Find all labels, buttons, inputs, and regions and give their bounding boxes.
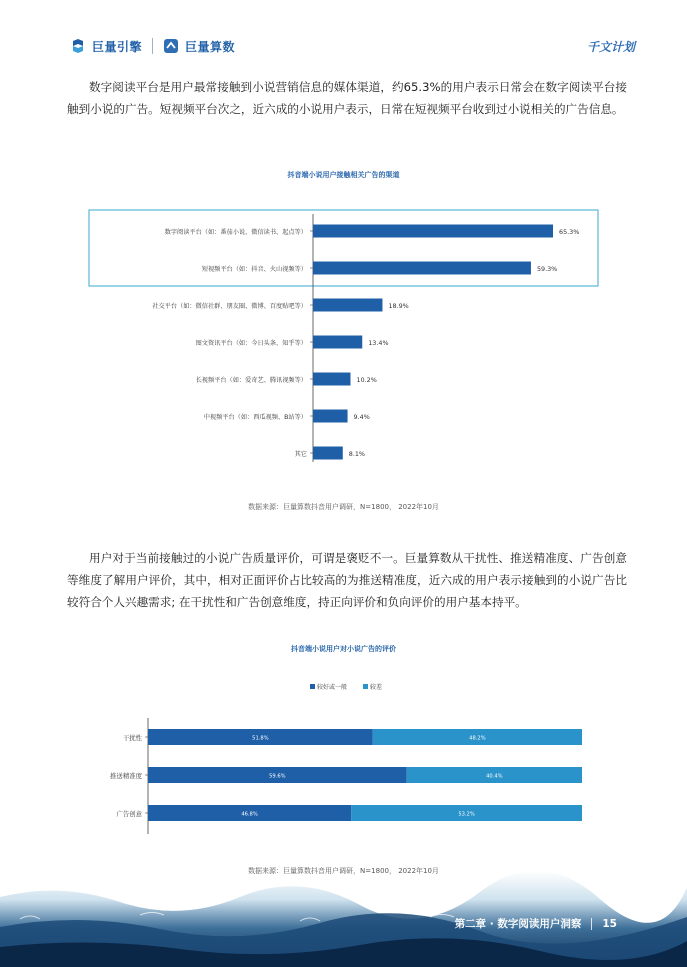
chart2-category-label: 干扰性 — [122, 734, 142, 742]
chart1-bar — [313, 262, 531, 275]
chart2-stacked-bar-chart — [0, 676, 687, 846]
logo-text-suanshu: 巨量算数 — [185, 39, 236, 54]
logo-divider — [152, 38, 153, 54]
chart2-category-label: 推送精准度 — [110, 772, 142, 780]
chart2-segment-label: 46.8% — [241, 811, 258, 818]
brand-label: 千文计划 — [586, 40, 635, 54]
chart2-legend-label: 较差 — [370, 684, 383, 691]
chart2-segment-label: 53.2% — [458, 811, 475, 818]
chart1-value-label: 8.1% — [348, 450, 366, 458]
footer-chapter-info — [455, 916, 617, 931]
chart1-value-label: 59.3% — [536, 265, 558, 273]
logo-text-engine: 巨量引擎 — [92, 39, 143, 54]
chart2-segment-label: 59.6% — [269, 773, 286, 780]
body-paragraph-1: 数字阅读平台是用户最常接触到小说营销信息的媒体渠道，约65.3%的用户表示日常会在数字阅读平台接触到小说的广告。短视频平台次之，近六成的小说用户表示，日常在短视频平台收到过小说相关的广告信息。 — [67, 80, 627, 116]
chart1-source: 数据来源：巨量算数抖音用户调研，N=1800， 2022年10月 — [248, 503, 439, 511]
ocean-wave-decoration — [0, 857, 687, 967]
chart1-value-label: 13.4% — [368, 339, 389, 347]
footer-page-number: 15 — [602, 917, 617, 930]
chart1-category-label: 图文资讯平台（如：今日头条、知乎等） — [195, 340, 307, 347]
chart2-segment-label: 51.8% — [252, 735, 269, 742]
header-logos — [70, 36, 235, 56]
juliang-suanshu-logo-icon — [163, 38, 179, 54]
chart1-bar-chart — [0, 200, 687, 510]
chart1-value-label: 65.3% — [559, 228, 580, 236]
chart1-highlight-box — [89, 210, 598, 286]
chart2-segment-label: 48.2% — [469, 735, 486, 742]
chart1-category-label: 数字阅读平台（如：番茄小说、微信读书、起点等） — [164, 229, 307, 236]
body-paragraph-2: 用户对于当前接触过的小说广告质量评价，可谓是褒贬不一。巨量算数从干扰性、推送精准度、广告创意等维度了解用户评价，其中，相对正面评价占比较高的为推送精准度，近六成的用户表示接触到的小说广告比较符合个人兴趣需求; 在干扰性和广告创意维度，持正向评价和负向评价的用户基本持平。 — [67, 551, 627, 609]
chart2-title: 抖音端小说用户对小说广告的评价 — [291, 645, 396, 653]
chart1-bar — [313, 447, 343, 460]
footer-chapter: 第二章 · 数字阅读用户洞察 — [454, 918, 582, 930]
chart1-category-label: 长视频平台（如：爱奇艺、腾讯视频等） — [195, 377, 307, 384]
chart2-legend-swatch — [363, 684, 368, 689]
chart2-legend-swatch — [310, 684, 315, 689]
chart1-value-label: 10.2% — [356, 376, 377, 384]
chart1-value-label: 18.9% — [388, 302, 409, 310]
footer — [0, 857, 687, 967]
chart1-value-label: 9.4% — [353, 413, 370, 421]
chart1-category-label: 社交平台（如：微信社群、朋友圈、微博、百度贴吧等） — [152, 303, 307, 310]
chart2-source: 数据来源：巨量算数抖音用户调研，N=1800， 2022年10月 — [248, 867, 439, 875]
chart1-category-label: 其它 — [294, 451, 307, 458]
chart1-bar — [313, 299, 382, 312]
chart1-bar — [313, 336, 362, 349]
chart1-title: 抖音端小说用户接触相关广告的渠道 — [287, 171, 400, 179]
footer-separator — [591, 918, 592, 930]
juliang-engine-logo-icon — [70, 38, 86, 54]
chart1-bar — [313, 410, 348, 423]
chart1-category-label: 中视频平台（如：西瓜视频、B站等） — [203, 414, 307, 421]
chart2-category-label: 广告创意 — [116, 810, 142, 818]
chart2-segment-label: 40.4% — [486, 773, 503, 780]
chart1-category-label: 短视频平台（如：抖音、火山视频等） — [201, 266, 307, 273]
chart1-bar — [313, 225, 553, 238]
chart2-legend-label: 较好或一般 — [317, 684, 348, 691]
chart1-bar — [313, 373, 350, 386]
